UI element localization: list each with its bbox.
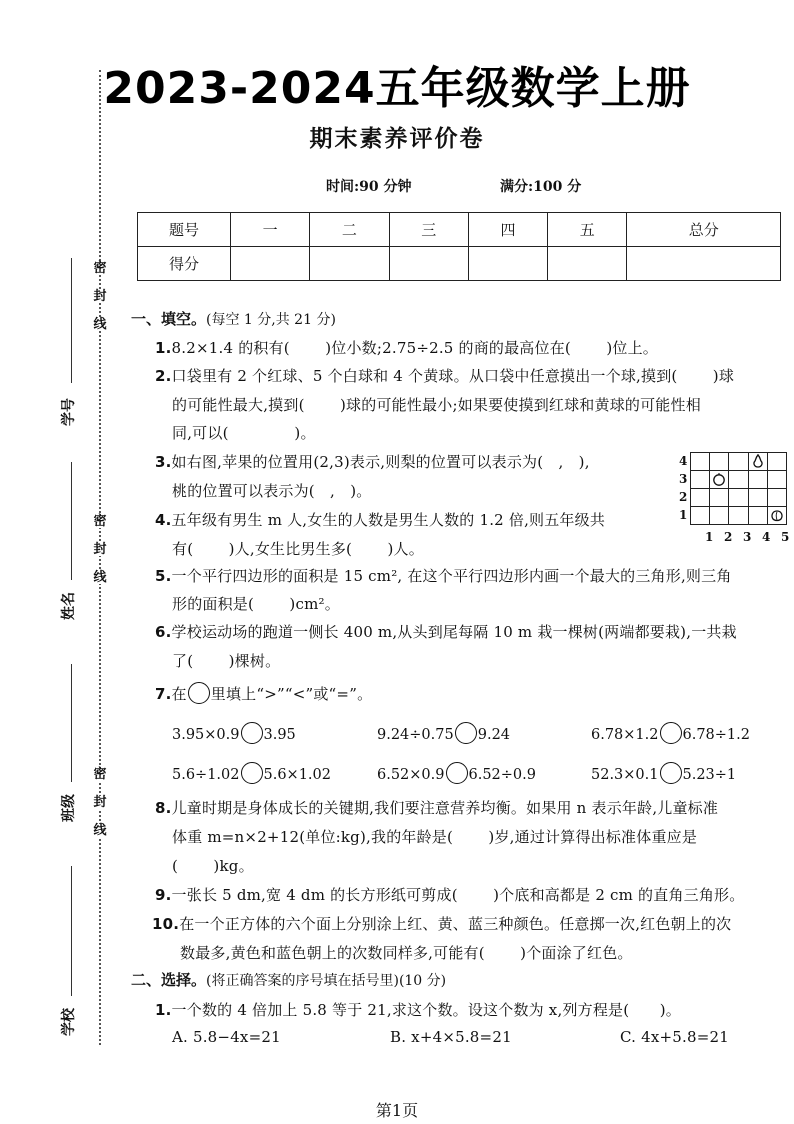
score-cell-header: 总分 xyxy=(627,213,781,247)
question-1-6-line2: 了( )棵树。 xyxy=(172,652,281,670)
section1-title: 一、填空。 xyxy=(131,310,207,328)
seal-char-feng: 封 xyxy=(93,542,107,557)
peach-icon xyxy=(770,508,784,522)
question-1-8-line3: ( )kg。 xyxy=(172,857,254,875)
grid-x-label: 5 xyxy=(781,530,790,544)
section2-title: 二、选择。 xyxy=(131,971,207,989)
answer-circle[interactable] xyxy=(660,722,682,744)
class-write-line[interactable] xyxy=(71,664,72,782)
coordinate-grid-figure xyxy=(679,452,790,544)
question-1-8: 8.儿童时期是身体成长的关键期,我们要注意营养均衡。如果用 n 表示年龄,儿童标准 xyxy=(155,799,719,817)
answer-circle[interactable] xyxy=(241,722,263,744)
question-1-7: 7.在 里填上“>”“<”或“=”。 xyxy=(155,682,372,704)
question-1-9: 9.一张长 5 dm,宽 4 dm 的长方形纸可剪成( )个底和高都是 2 cm 的直角三角形。 xyxy=(155,886,745,904)
question-1-4: 4.五年级有男生 m 人,女生的人数是男生人数的 1.2 倍,则五年级共 xyxy=(155,511,606,529)
seal-char-xian: 线 xyxy=(93,823,107,838)
seal-char-feng: 封 xyxy=(93,795,107,810)
score-table-score-row xyxy=(138,247,781,281)
question-1-5-line2: 形的面积是( )cm²。 xyxy=(172,595,340,613)
exam-title: 2023-2024五年级数学上册 xyxy=(103,63,691,114)
option-a[interactable]: A. 5.8−4x=21 xyxy=(172,1028,281,1046)
question-1-3: 3.如右图,苹果的位置用(2,3)表示,则梨的位置可以表示为( , ), xyxy=(155,453,590,471)
question-1-6: 6.学校运动场的跑道一侧长 400 m,从头到尾每隔 10 m 栽一棵树(两端都要栽),一共栽 xyxy=(155,623,737,641)
section1-note: (每空 1 分,共 21 分) xyxy=(206,312,336,328)
seal-char-xian: 线 xyxy=(93,570,107,585)
score-cell-label: 得分 xyxy=(138,247,231,281)
exam-full-score: 满分:100 分 xyxy=(500,179,582,195)
score-cell-blank[interactable] xyxy=(627,247,781,281)
question-1-2-line3: 同,可以( )。 xyxy=(172,424,316,442)
option-b[interactable]: B. x+4×5.8=21 xyxy=(390,1028,512,1046)
seal-char-xian: 线 xyxy=(93,317,107,332)
question-1-8-line2: 体重 m=n×2+12(单位:kg),我的年龄是( )岁,通过计算得出标准体重应是 xyxy=(172,828,698,846)
compare-item: 5.6÷1.02 5.6×1.02 xyxy=(172,762,331,784)
answer-circle[interactable] xyxy=(241,762,263,784)
score-table xyxy=(137,212,781,281)
question-1-10-line2: 数最多,黄色和蓝色朝上的次数同样多,可能有( )个面涂了红色。 xyxy=(180,944,633,962)
score-cell-blank[interactable] xyxy=(468,247,547,281)
pear-icon xyxy=(751,454,765,468)
grid-x-label: 4 xyxy=(762,530,771,544)
compare-item: 9.24÷0.75 9.24 xyxy=(377,722,510,744)
compare-item: 6.52×0.9 6.52÷0.9 xyxy=(377,762,536,784)
score-cell-blank[interactable] xyxy=(231,247,310,281)
seal-char-mi: 密 xyxy=(93,261,107,276)
school-write-line[interactable] xyxy=(71,866,72,996)
question-1-5: 5.一个平行四边形的面积是 15 cm², 在这个平行四边形内画一个最大的三角形,则三角 xyxy=(155,567,732,585)
compare-item: 52.3×0.1 5.23÷1 xyxy=(591,762,736,784)
section1-heading xyxy=(131,308,336,329)
seal-char-feng: 封 xyxy=(93,289,107,304)
section2-note: (将正确答案的序号填在括号里)(10 分) xyxy=(206,973,447,989)
compare-circle-icon xyxy=(188,682,210,704)
seal-char-mi: 密 xyxy=(93,514,107,529)
answer-circle[interactable] xyxy=(455,722,477,744)
question-1-3-line2: 桃的位置可以表示为( , )。 xyxy=(172,482,372,500)
score-cell-header: 三 xyxy=(389,213,468,247)
score-table-header-row xyxy=(138,213,781,247)
grid-y-label: 2 xyxy=(679,490,688,504)
score-cell-blank[interactable] xyxy=(548,247,627,281)
seal-char-mi: 密 xyxy=(93,767,107,782)
apple-icon xyxy=(712,472,726,486)
score-cell-label: 题号 xyxy=(138,213,231,247)
question-1-10: 10.在一个正方体的六个面上分别涂上红、黄、蓝三种颜色。任意掷一次,红色朝上的次 xyxy=(152,915,732,933)
answer-circle[interactable] xyxy=(446,762,468,784)
score-cell-blank[interactable] xyxy=(310,247,389,281)
question-1-1: 1.8.2×1.4 的积有( )位小数;2.75÷2.5 的商的最高位在( )位上。 xyxy=(155,339,658,357)
question-1-4-line2: 有( )人,女生比男生多( )人。 xyxy=(172,540,424,558)
exam-time: 时间:90 分钟 xyxy=(326,179,412,195)
grid-y-label: 4 xyxy=(679,454,688,468)
grid-y-label: 3 xyxy=(679,472,688,486)
section2-heading xyxy=(131,969,446,990)
name-write-line[interactable] xyxy=(71,462,72,580)
grid-y-label: 1 xyxy=(679,508,688,522)
question-2-1: 1.一个数的 4 倍加上 5.8 等于 21,求这个数。设这个数为 x,列方程是( )。 xyxy=(155,1001,681,1019)
score-cell-header: 四 xyxy=(468,213,547,247)
answer-circle[interactable] xyxy=(660,762,682,784)
score-cell-header: 二 xyxy=(310,213,389,247)
student-id-label: 学号 xyxy=(61,398,77,426)
class-label: 班级 xyxy=(61,794,77,822)
page-number: 第1页 xyxy=(375,1101,419,1120)
option-c[interactable]: C. 4x+5.8=21 xyxy=(620,1028,729,1046)
school-label: 学校 xyxy=(61,1008,77,1036)
compare-item: 3.95×0.9 3.95 xyxy=(172,722,296,744)
grid-x-label: 3 xyxy=(743,530,752,544)
question-1-2: 2.口袋里有 2 个红球、5 个白球和 4 个黄球。从口袋中任意摸出一个球,摸到( )球 xyxy=(155,367,735,385)
student-id-write-line[interactable] xyxy=(71,258,72,383)
score-cell-header: 五 xyxy=(548,213,627,247)
score-cell-blank[interactable] xyxy=(389,247,468,281)
grid-cells xyxy=(690,452,787,525)
binding-dotted-line xyxy=(99,70,101,1045)
question-1-2-line2: 的可能性最大,摸到( )球的可能性最小;如果要使摸到红球和黄球的可能性相 xyxy=(172,396,701,414)
exam-subtitle: 期末素养评价卷 xyxy=(309,126,485,152)
compare-item: 6.78×1.2 6.78÷1.2 xyxy=(591,722,750,744)
grid-x-label: 2 xyxy=(724,530,733,544)
grid-x-label: 1 xyxy=(705,530,714,544)
score-cell-header: 一 xyxy=(231,213,310,247)
name-label: 姓名 xyxy=(61,592,77,620)
